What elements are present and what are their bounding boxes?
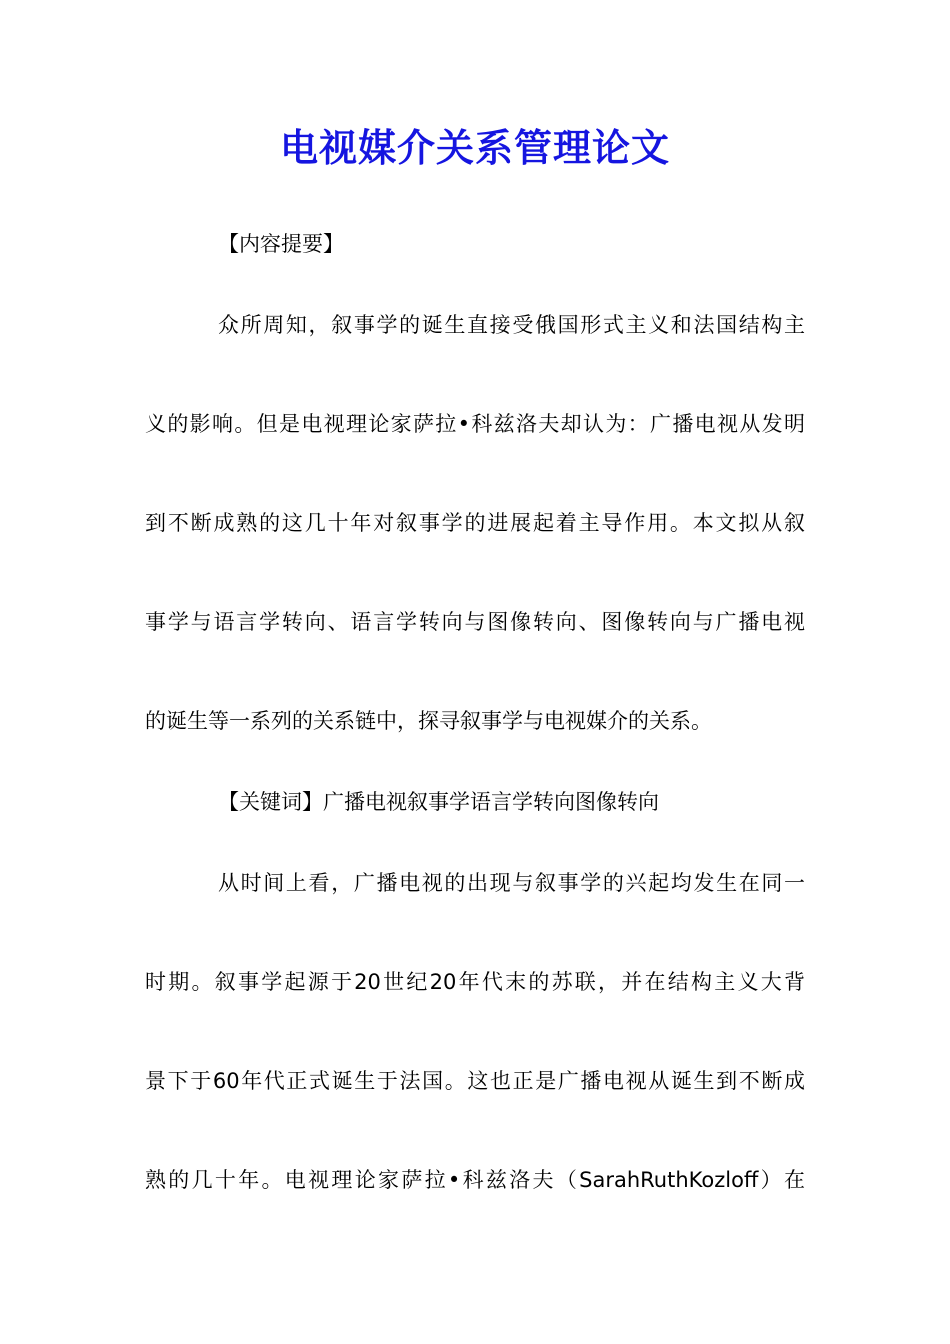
document-title: 电视媒介关系管理论文 [279,125,670,170]
body-line-2: 时期。叙事学起源于20世纪20年代末的苏联，并在结构主义大背 [145,970,805,994]
keywords-line: 【关键词】广播电视叙事学语言学转向图像转向 [218,790,659,814]
abstract-line-2: 义的影响。但是电视理论家萨拉•科兹洛夫却认为：广播电视从发明 [145,412,805,436]
body-line-4: 熟的几十年。电视理论家萨拉•科兹洛夫（SarahRuthKozloff）在 [145,1168,805,1192]
abstract-line-1: 众所周知，叙事学的诞生直接受俄国形式主义和法国结构主 [218,313,805,337]
body-line-3: 景下于60年代正式诞生于法国。这也正是广播电视从诞生到不断成 [145,1069,805,1093]
abstract-line-4: 事学与语言学转向、语言学转向与图像转向、图像转向与广播电视 [145,610,805,634]
body-line-1: 从时间上看，广播电视的出现与叙事学的兴起均发生在同一 [218,871,805,895]
abstract-heading: 【内容提要】 [218,232,344,256]
abstract-line-3: 到不断成熟的这几十年对叙事学的进展起着主导作用。本文拟从叙 [145,511,805,535]
abstract-line-5: 的诞生等一系列的关系链中，探寻叙事学与电视媒介的关系。 [145,709,712,733]
